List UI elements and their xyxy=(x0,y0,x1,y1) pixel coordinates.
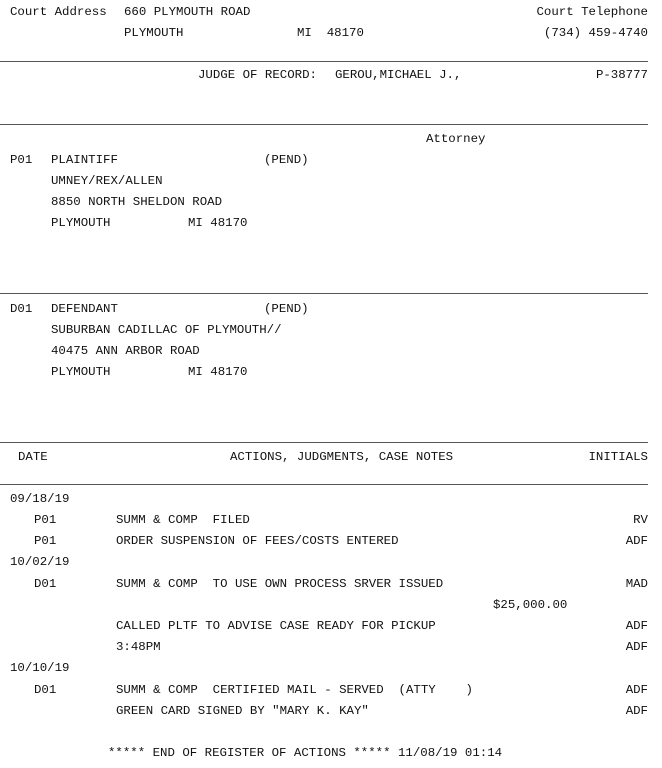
divider xyxy=(0,124,648,125)
party-state-zip: MI 48170 xyxy=(188,216,248,230)
entry-initials: ADF xyxy=(625,640,648,654)
party-status: (PEND) xyxy=(264,302,309,316)
entry-date: 10/02/19 xyxy=(10,555,70,569)
entry-text: ORDER SUSPENSION OF FEES/COSTS ENTERED xyxy=(116,534,399,548)
judge-label: JUDGE OF RECORD: xyxy=(198,68,317,82)
party-state-zip: MI 48170 xyxy=(188,365,248,379)
attorney-header: Attorney xyxy=(426,132,486,146)
col-initials-header: INITIALS xyxy=(588,450,648,464)
party-city: PLYMOUTH xyxy=(51,365,111,379)
entry-party: P01 xyxy=(34,534,57,548)
entry-text: SUMM & COMP TO USE OWN PROCESS SRVER ISSUED xyxy=(116,577,444,591)
court-address-label: Court Address xyxy=(10,5,107,19)
party-role: PLAINTIFF xyxy=(51,153,118,167)
entry-initials: ADF xyxy=(625,619,648,633)
entry-party: P01 xyxy=(34,513,57,527)
party-status: (PEND) xyxy=(264,153,309,167)
entry-initials: ADF xyxy=(625,534,648,548)
entry-text: GREEN CARD SIGNED BY "MARY K. KAY" xyxy=(116,704,369,718)
party-name: UMNEY/REX/ALLEN xyxy=(51,174,163,188)
divider xyxy=(0,61,648,62)
court-city: PLYMOUTH xyxy=(124,26,184,40)
party-role: DEFENDANT xyxy=(51,302,118,316)
court-state-zip: MI 48170 xyxy=(297,26,364,40)
divider xyxy=(0,484,648,485)
party-address: 40475 ANN ARBOR ROAD xyxy=(51,344,200,358)
entry-initials: ADF xyxy=(625,704,648,718)
entry-text: 3:48PM xyxy=(116,640,161,654)
entry-initials: RV xyxy=(633,513,648,527)
court-telephone-label: Court Telephone xyxy=(536,5,648,19)
party-code: D01 xyxy=(10,302,33,316)
party-address: 8850 NORTH SHELDON ROAD xyxy=(51,195,223,209)
entry-initials: MAD xyxy=(625,577,648,591)
register-footer: ***** END OF REGISTER OF ACTIONS ***** 11/08/19 01:14 xyxy=(108,746,503,760)
court-street: 660 PLYMOUTH ROAD xyxy=(124,5,251,19)
entry-amount: $25,000.00 xyxy=(493,598,568,612)
col-actions-header: ACTIONS, JUDGMENTS, CASE NOTES xyxy=(230,450,454,464)
party-city: PLYMOUTH xyxy=(51,216,111,230)
divider xyxy=(0,442,648,443)
divider xyxy=(0,293,648,294)
entry-party: D01 xyxy=(34,683,57,697)
entry-date: 10/10/19 xyxy=(10,661,70,675)
party-code: P01 xyxy=(10,153,33,167)
judge-bar-number: P-38777 xyxy=(595,68,648,82)
col-date-header: DATE xyxy=(18,450,48,464)
entry-date: 09/18/19 xyxy=(10,492,70,506)
judge-name: GEROU,MICHAEL J., xyxy=(335,68,462,82)
entry-text: CALLED PLTF TO ADVISE CASE READY FOR PICKUP xyxy=(116,619,436,633)
court-telephone: (734) 459-4740 xyxy=(543,26,648,40)
entry-party: D01 xyxy=(34,577,57,591)
entry-text: SUMM & COMP CERTIFIED MAIL - SERVED (ATTY ) xyxy=(116,683,473,697)
entry-initials: ADF xyxy=(625,683,648,697)
entry-text: SUMM & COMP FILED xyxy=(116,513,250,527)
party-name: SUBURBAN CADILLAC OF PLYMOUTH// xyxy=(51,323,282,337)
